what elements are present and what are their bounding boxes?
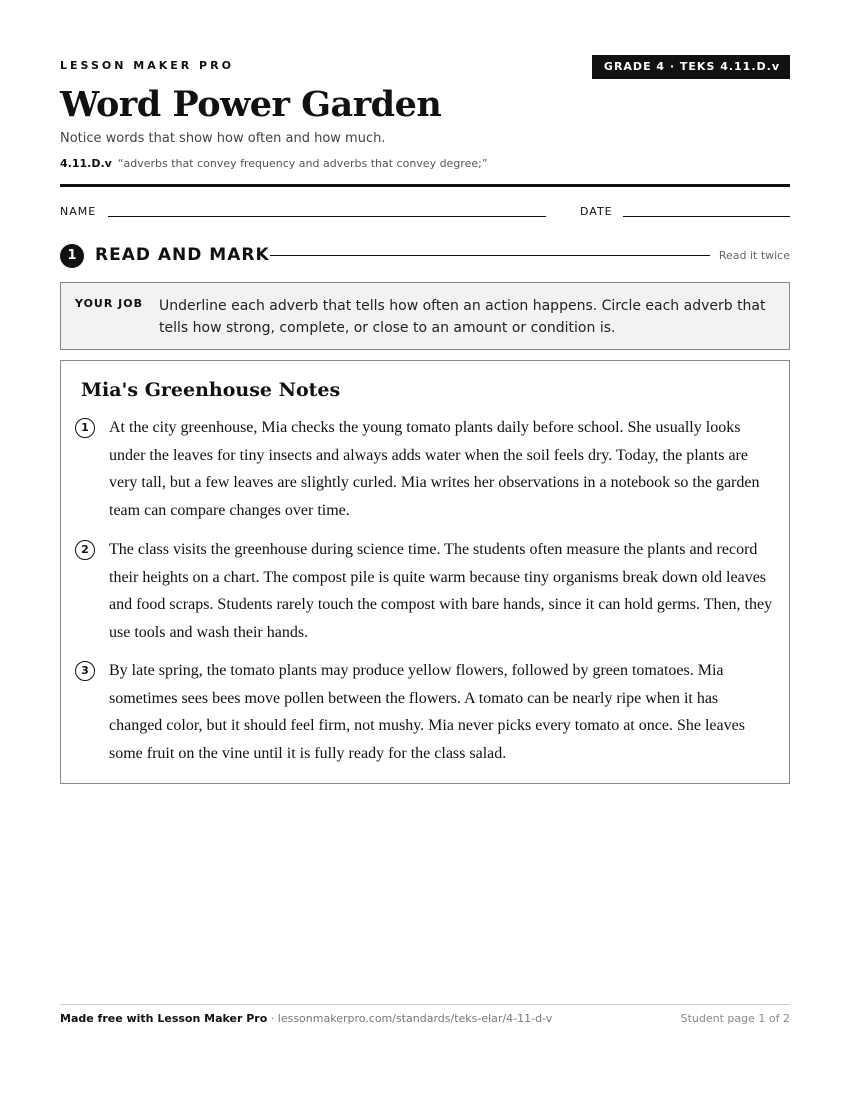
paragraph-number: 3 — [75, 661, 95, 681]
paragraph-number: 2 — [75, 540, 95, 560]
page-title: Word Power Garden — [60, 84, 442, 125]
section-title: READ AND MARK — [95, 245, 270, 265]
footer-divider — [60, 1004, 790, 1005]
instructions-box — [60, 282, 790, 350]
date-label: DATE — [580, 205, 613, 218]
standard-quote: “adverbs that convey frequency and adverbs that convey degree;” — [117, 157, 488, 170]
standard-reference — [60, 157, 488, 170]
paragraph-text[interactable]: The class visits the greenhouse during science time. The students often measure the plants and record their heights on a chart. The compost pile is quite warm because tiny organisms break down old leaves and food scraps. Students rarely touch the compost with bare hands, since it can hold germs. Then, they use tools and wash their hands. — [109, 541, 773, 641]
paragraph-text[interactable]: By late spring, the tomato plants may produce yellow flowers, followed by green tomatoes. Mia sometimes sees bees move pollen between the flowers. A tomato can be nearly ripe when it has changed color, but it should feel firm, not mushy. Mia never picks every tomato at once. She leaves some fruit on the vine until it is fully ready for the class salad. — [109, 662, 745, 762]
brand-name: LESSON MAKER PRO — [60, 59, 234, 72]
footer-credit — [60, 1012, 552, 1025]
reading-passage — [60, 360, 790, 784]
grade-standard-badge: GRADE 4 · TEKS 4.11.D.v — [592, 55, 790, 79]
instructions-label: YOUR JOB — [75, 297, 143, 310]
instructions-text: Underline each adverb that tells how often an action happens. Circle each adverb that tells how strong, complete, or close to an amount or condition is. — [159, 298, 766, 336]
name-field[interactable] — [108, 216, 546, 217]
paragraph-text[interactable]: At the city greenhouse, Mia checks the young tomato plants daily before school. She usually looks under the leaves for tiny insects and always adds water when the soil feels dry. Today, the plants are very tall, but a few leaves are slightly curled. Mia writes her observations in a notebook so the garden team can compare changes over time. — [109, 419, 760, 519]
standard-code: 4.11.D.v — [60, 157, 112, 170]
section-number-badge: 1 — [60, 244, 84, 268]
worksheet-page — [60, 0, 790, 1100]
header-row — [60, 55, 790, 79]
paragraph-number: 1 — [75, 418, 95, 438]
section-note: Read it twice — [718, 249, 790, 262]
name-date-row — [60, 205, 790, 221]
section-header — [60, 243, 790, 269]
page-subtitle: Notice words that show how often and how much. — [60, 131, 386, 146]
section-divider — [270, 255, 710, 256]
passage-title: Mia's Greenhouse Notes — [81, 379, 341, 401]
name-label: NAME — [60, 205, 97, 218]
page-indicator: Student page 1 of 2 — [680, 1012, 790, 1025]
date-field[interactable] — [623, 216, 790, 217]
footer-url[interactable]: · lessonmakerpro.com/standards/teks-elar/4-11-d-v — [267, 1012, 553, 1025]
header-divider — [60, 184, 790, 187]
footer-brand: Made free with Lesson Maker Pro — [60, 1012, 268, 1025]
